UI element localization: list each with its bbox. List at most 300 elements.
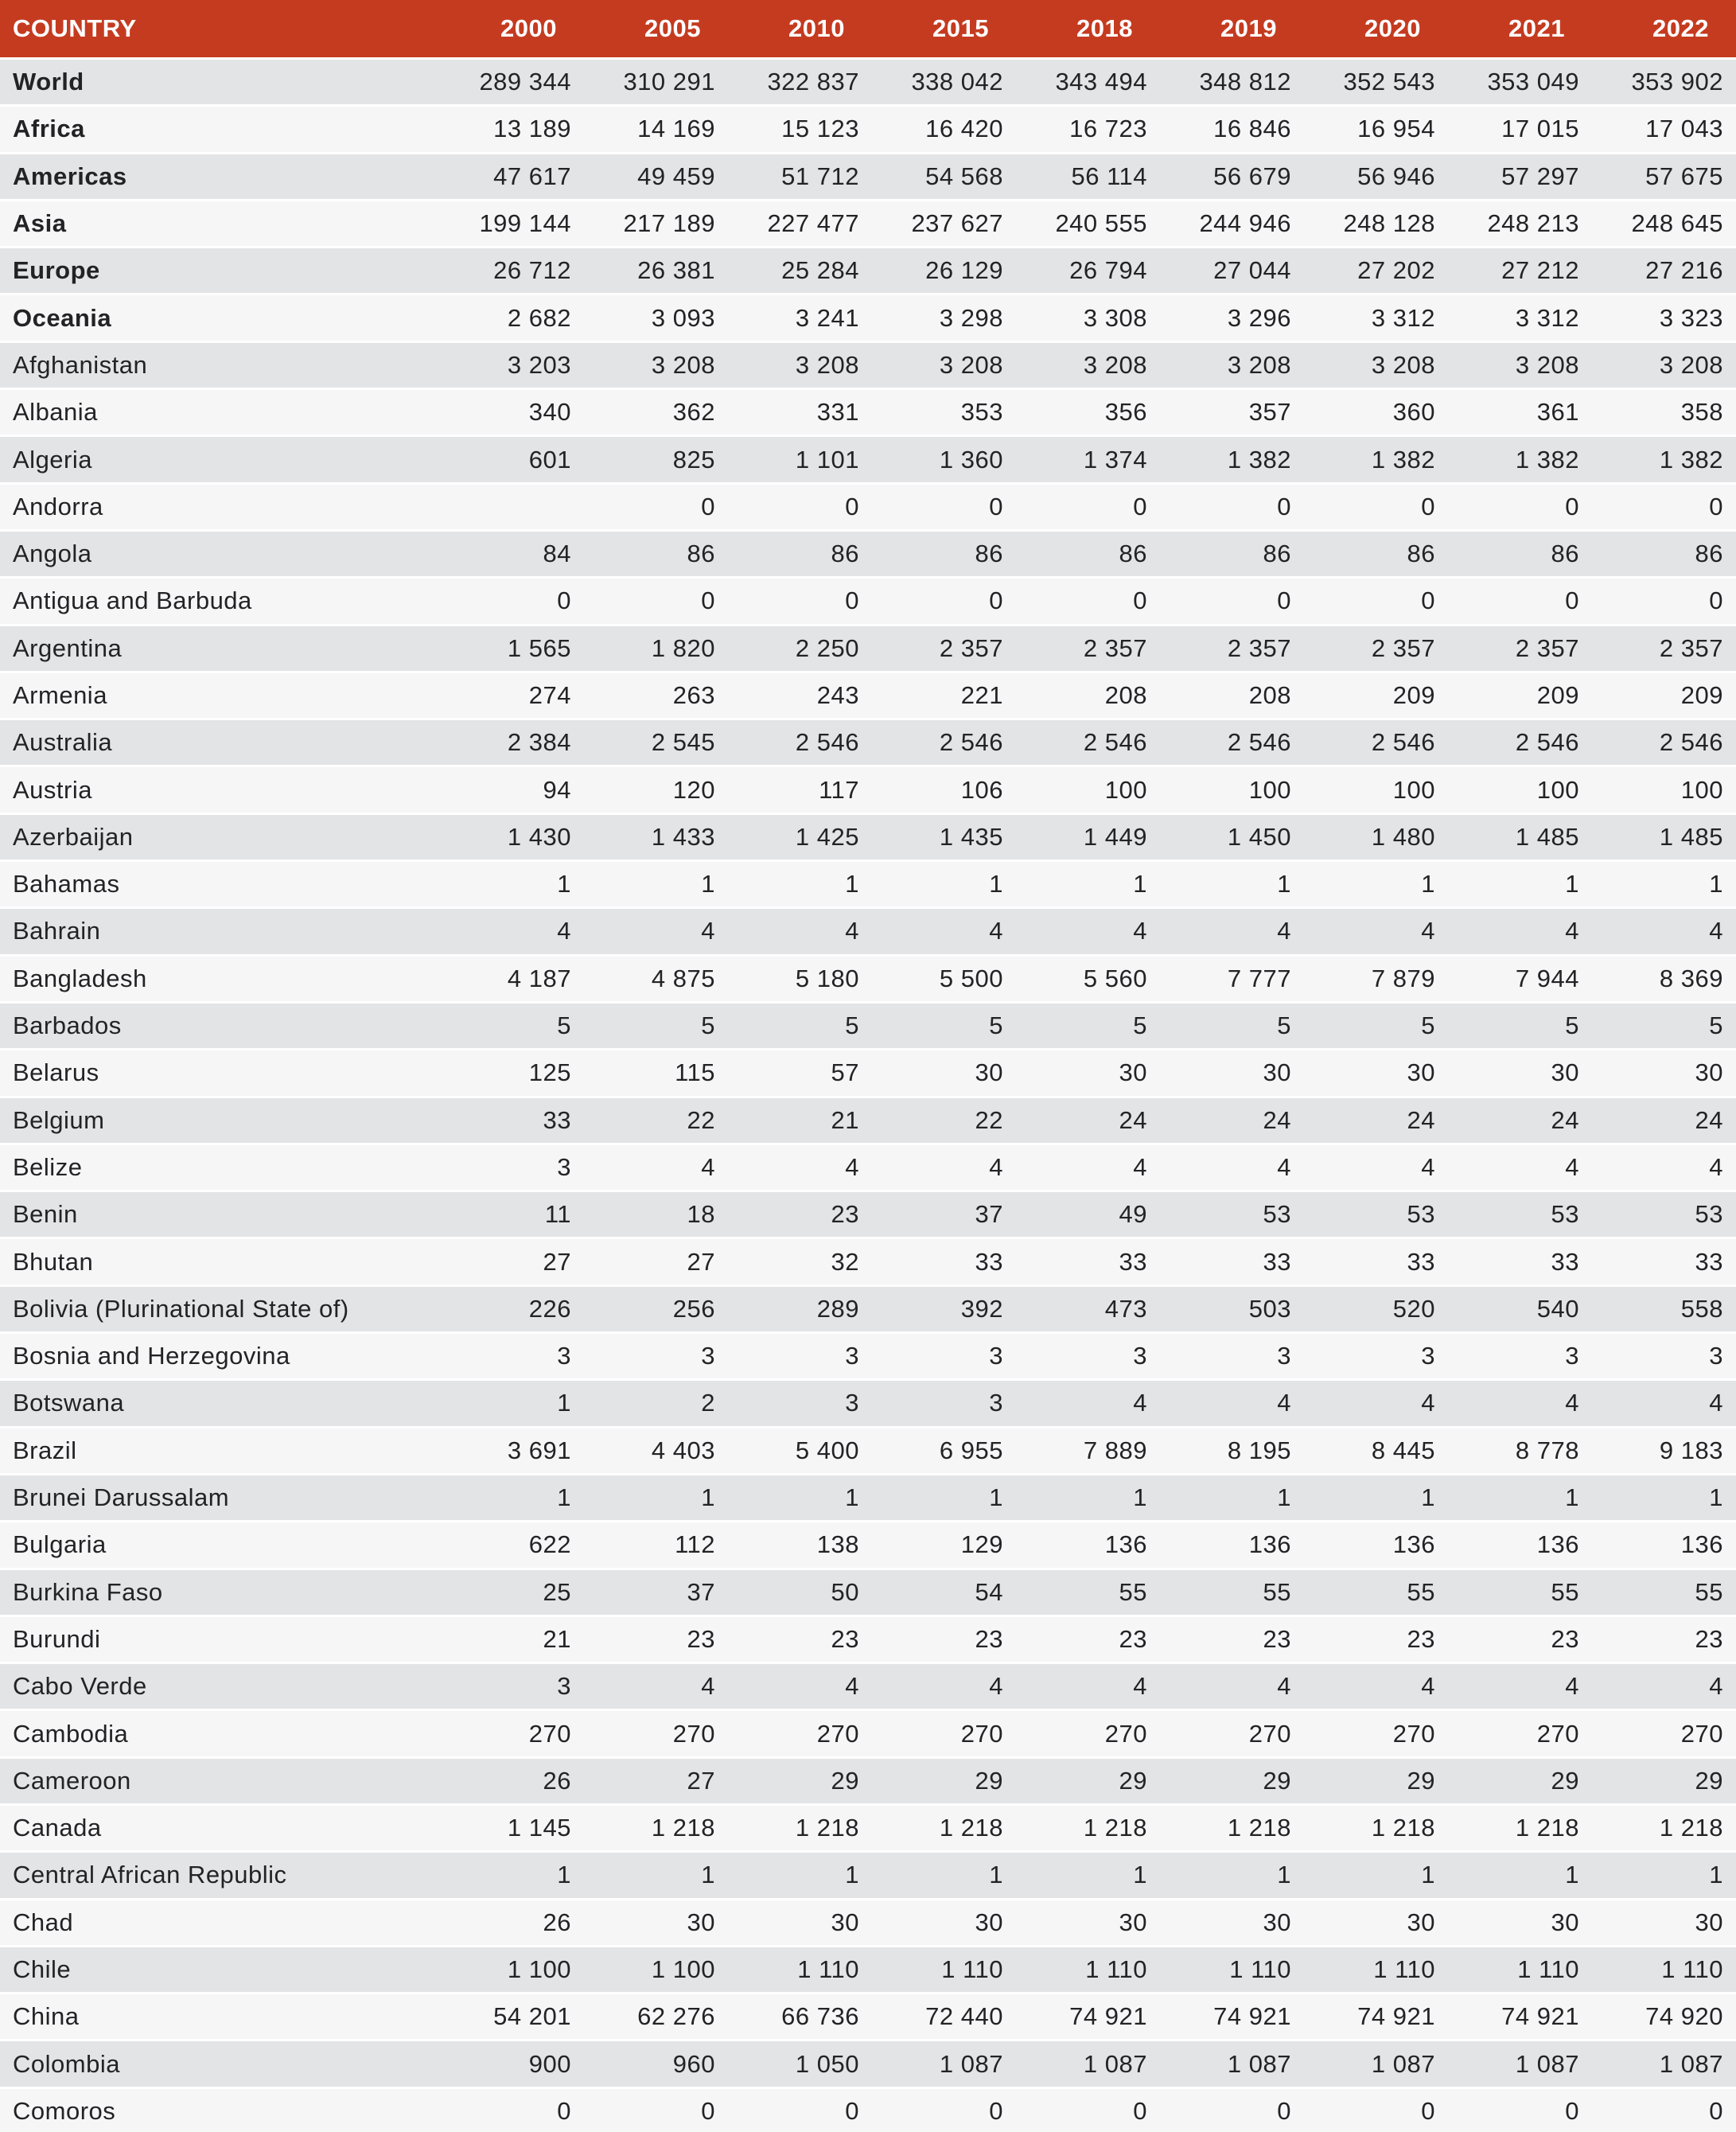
- value-cell: 4: [584, 906, 728, 953]
- header-cell-year: 2005: [584, 0, 728, 57]
- value-cell: 4: [1304, 1378, 1448, 1425]
- value-cell: 270: [728, 1709, 872, 1756]
- value-cell: 1 110: [1592, 1945, 1736, 1992]
- value-cell: 4: [584, 1143, 728, 1190]
- value-cell: 960: [584, 2039, 728, 2086]
- country-cell: Argentina: [0, 624, 440, 671]
- value-cell: 3 208: [1304, 341, 1448, 388]
- value-cell: 1: [1160, 859, 1304, 906]
- value-cell: 1: [728, 1850, 872, 1897]
- value-cell: 74 921: [1160, 1992, 1304, 2039]
- header-cell-year: 2019: [1160, 0, 1304, 57]
- value-cell: 9 183: [1592, 1426, 1736, 1473]
- table-row: [0, 1520, 1736, 1567]
- value-cell: 30: [1592, 1898, 1736, 1945]
- value-cell: 270: [1160, 1709, 1304, 1756]
- value-cell: 37: [584, 1568, 728, 1615]
- value-cell: 270: [872, 1709, 1016, 1756]
- value-cell: 2 546: [1160, 718, 1304, 765]
- value-cell: 0: [872, 2087, 1016, 2132]
- value-cell: 29: [1160, 1756, 1304, 1803]
- value-cell: 23: [1304, 1615, 1448, 1662]
- value-cell: 1: [872, 859, 1016, 906]
- value-cell: 30: [1016, 1898, 1160, 1945]
- country-cell: Africa: [0, 104, 440, 151]
- table-row: [0, 152, 1736, 199]
- country-cell: Bangladesh: [0, 954, 440, 1001]
- value-cell: 33: [872, 1237, 1016, 1284]
- value-cell: 0: [1592, 2087, 1736, 2132]
- country-cell: Angola: [0, 529, 440, 576]
- value-cell: 72 440: [872, 1992, 1016, 2039]
- value-cell: 100: [1448, 765, 1592, 812]
- value-cell: 29: [1448, 1756, 1592, 1803]
- value-cell: 3: [1304, 1331, 1448, 1378]
- value-cell: 227 477: [728, 199, 872, 246]
- country-cell: Bulgaria: [0, 1520, 440, 1567]
- value-cell: 55: [1304, 1568, 1448, 1615]
- value-cell: 270: [1448, 1709, 1592, 1756]
- value-cell: 5: [1304, 1001, 1448, 1048]
- value-cell: 4 875: [584, 954, 728, 1001]
- value-cell: 3 203: [440, 341, 584, 388]
- value-cell: 0: [1016, 482, 1160, 529]
- value-cell: 601: [440, 435, 584, 481]
- table-row: [0, 1850, 1736, 1897]
- value-cell: 25: [440, 1568, 584, 1615]
- value-cell: 1 101: [728, 435, 872, 481]
- country-cell: Austria: [0, 765, 440, 812]
- value-cell: 1: [1592, 1850, 1736, 1897]
- country-cell: Belgium: [0, 1096, 440, 1143]
- value-cell: 2 357: [1448, 624, 1592, 671]
- value-cell: 27 202: [1304, 246, 1448, 293]
- value-cell: 26: [440, 1898, 584, 1945]
- value-cell: 353: [872, 388, 1016, 435]
- value-cell: 54: [872, 1568, 1016, 1615]
- value-cell: 3 208: [872, 341, 1016, 388]
- value-cell: 33: [1592, 1237, 1736, 1284]
- value-cell: 248 645: [1592, 199, 1736, 246]
- value-cell: 0: [584, 482, 728, 529]
- value-cell: 4: [1592, 1143, 1736, 1190]
- table-row: [0, 954, 1736, 1001]
- value-cell: 117: [728, 765, 872, 812]
- value-cell: 362: [584, 388, 728, 435]
- value-cell: 2 546: [872, 718, 1016, 765]
- value-cell: 1 374: [1016, 435, 1160, 481]
- value-cell: 0: [1592, 482, 1736, 529]
- value-cell: 825: [584, 435, 728, 481]
- value-cell: 4: [1016, 1378, 1160, 1425]
- value-cell: 30: [1448, 1898, 1592, 1945]
- country-cell: Asia: [0, 199, 440, 246]
- value-cell: 33: [1304, 1237, 1448, 1284]
- value-cell: 2 546: [728, 718, 872, 765]
- value-cell: 360: [1304, 388, 1448, 435]
- value-cell: 1 425: [728, 813, 872, 859]
- table-row: [0, 1992, 1736, 2039]
- value-cell: 2 546: [1448, 718, 1592, 765]
- value-cell: 1: [1016, 859, 1160, 906]
- value-cell: 50: [728, 1568, 872, 1615]
- value-cell: 55: [1160, 1568, 1304, 1615]
- value-cell: 1 110: [728, 1945, 872, 1992]
- value-cell: 51 712: [728, 152, 872, 199]
- country-cell: Afghanistan: [0, 341, 440, 388]
- value-cell: 4: [872, 906, 1016, 953]
- value-cell: 56 114: [1016, 152, 1160, 199]
- header-cell-year: 2022: [1592, 0, 1736, 57]
- table-row: [0, 104, 1736, 151]
- value-cell: 29: [1304, 1756, 1448, 1803]
- table-row: [0, 1284, 1736, 1331]
- value-cell: 94: [440, 765, 584, 812]
- value-cell: 2 250: [728, 624, 872, 671]
- value-cell: 1 100: [440, 1945, 584, 1992]
- value-cell: 1 480: [1304, 813, 1448, 859]
- value-cell: 86: [1016, 529, 1160, 576]
- value-cell: 33: [440, 1096, 584, 1143]
- value-cell: 66 736: [728, 1992, 872, 2039]
- country-cell: Andorra: [0, 482, 440, 529]
- value-cell: 1: [1448, 1850, 1592, 1897]
- value-cell: 1 382: [1592, 435, 1736, 481]
- table-row: [0, 1945, 1736, 1992]
- table-row: [0, 1143, 1736, 1190]
- country-cell: Oceania: [0, 293, 440, 340]
- value-cell: 1 087: [1448, 2039, 1592, 2086]
- value-cell: 3 296: [1160, 293, 1304, 340]
- value-cell: 15 123: [728, 104, 872, 151]
- value-cell: 32: [728, 1237, 872, 1284]
- table-row: [0, 906, 1736, 953]
- value-cell: 473: [1016, 1284, 1160, 1331]
- header-cell-year: 2018: [1016, 0, 1160, 57]
- value-cell: 86: [1304, 529, 1448, 576]
- value-cell: 0: [1160, 482, 1304, 529]
- value-cell: 129: [872, 1520, 1016, 1567]
- value-cell: 11: [440, 1190, 584, 1237]
- country-cell: Antigua and Barbuda: [0, 576, 440, 623]
- value-cell: 1 382: [1304, 435, 1448, 481]
- value-cell: 237 627: [872, 199, 1016, 246]
- value-cell: 21: [728, 1096, 872, 1143]
- table-row: [0, 1190, 1736, 1237]
- table-row: [0, 1378, 1736, 1425]
- table-row: [0, 435, 1736, 481]
- value-cell: 357: [1160, 388, 1304, 435]
- value-cell: 136: [1448, 1520, 1592, 1567]
- value-cell: 1: [440, 859, 584, 906]
- value-cell: 5: [1016, 1001, 1160, 1048]
- value-cell: 356: [1016, 388, 1160, 435]
- value-cell: 331: [728, 388, 872, 435]
- value-cell: 2 384: [440, 718, 584, 765]
- value-cell: 3 208: [584, 341, 728, 388]
- value-cell: 340: [440, 388, 584, 435]
- value-cell: 8 778: [1448, 1426, 1592, 1473]
- value-cell: 16 954: [1304, 104, 1448, 151]
- value-cell: 1: [1304, 1473, 1448, 1520]
- value-cell: 289 344: [440, 57, 584, 104]
- value-cell: 4: [440, 906, 584, 953]
- value-cell: 1 820: [584, 624, 728, 671]
- value-cell: 4: [1592, 1378, 1736, 1425]
- value-cell: 358: [1592, 388, 1736, 435]
- value-cell: 1 218: [584, 1803, 728, 1850]
- value-cell: 2 357: [872, 624, 1016, 671]
- value-cell: 221: [872, 671, 1016, 718]
- value-cell: 26 712: [440, 246, 584, 293]
- value-cell: 244 946: [1160, 199, 1304, 246]
- value-cell: 26 381: [584, 246, 728, 293]
- value-cell: 4: [584, 1662, 728, 1709]
- value-cell: 5 500: [872, 954, 1016, 1001]
- value-cell: 3: [440, 1331, 584, 1378]
- value-cell: 106: [872, 765, 1016, 812]
- value-cell: 1: [584, 1850, 728, 1897]
- value-cell: 3: [440, 1662, 584, 1709]
- value-cell: 53: [1592, 1190, 1736, 1237]
- value-cell: 86: [1160, 529, 1304, 576]
- country-cell: Central African Republic: [0, 1850, 440, 1897]
- country-cell: Algeria: [0, 435, 440, 481]
- value-cell: 0: [1304, 2087, 1448, 2132]
- table-row: [0, 529, 1736, 576]
- value-cell: 540: [1448, 1284, 1592, 1331]
- country-cell: Armenia: [0, 671, 440, 718]
- value-cell: 4: [1448, 1662, 1592, 1709]
- table-row: [0, 1473, 1736, 1520]
- value-cell: 5: [1592, 1001, 1736, 1048]
- value-cell: 1 450: [1160, 813, 1304, 859]
- header-cell-year: 2021: [1448, 0, 1592, 57]
- header-cell-country: COUNTRY: [0, 0, 440, 57]
- value-cell: 270: [1304, 1709, 1448, 1756]
- value-cell: 125: [440, 1048, 584, 1095]
- value-cell: 4: [872, 1143, 1016, 1190]
- value-cell: 100: [1160, 765, 1304, 812]
- value-cell: 30: [1592, 1048, 1736, 1095]
- value-cell: 1: [440, 1378, 584, 1425]
- value-cell: 352 543: [1304, 57, 1448, 104]
- value-cell: 4 403: [584, 1426, 728, 1473]
- value-cell: 1 360: [872, 435, 1016, 481]
- value-cell: [440, 482, 584, 529]
- value-cell: 2: [584, 1378, 728, 1425]
- value-cell: 16 846: [1160, 104, 1304, 151]
- value-cell: 4: [1160, 1662, 1304, 1709]
- value-cell: 27: [440, 1237, 584, 1284]
- country-cell: Europe: [0, 246, 440, 293]
- value-cell: 3: [1448, 1331, 1592, 1378]
- value-cell: 2 546: [1304, 718, 1448, 765]
- table-row: [0, 765, 1736, 812]
- value-cell: 21: [440, 1615, 584, 1662]
- value-cell: 7 889: [1016, 1426, 1160, 1473]
- value-cell: 1 565: [440, 624, 584, 671]
- table-row: [0, 2039, 1736, 2086]
- value-cell: 55: [1592, 1568, 1736, 1615]
- table-row: [0, 482, 1736, 529]
- value-cell: 0: [728, 2087, 872, 2132]
- table-row: [0, 576, 1736, 623]
- country-cell: Burundi: [0, 1615, 440, 1662]
- value-cell: 4: [1160, 1378, 1304, 1425]
- table-row: [0, 718, 1736, 765]
- value-cell: 4: [1304, 1143, 1448, 1190]
- value-cell: 270: [1592, 1709, 1736, 1756]
- value-cell: 24: [1304, 1096, 1448, 1143]
- value-cell: 37: [872, 1190, 1016, 1237]
- value-cell: 57 675: [1592, 152, 1736, 199]
- table-row: [0, 388, 1736, 435]
- country-cell: Cabo Verde: [0, 1662, 440, 1709]
- value-cell: 27 212: [1448, 246, 1592, 293]
- table-row: [0, 671, 1736, 718]
- value-cell: 270: [584, 1709, 728, 1756]
- value-cell: 54 201: [440, 1992, 584, 2039]
- value-cell: 47 617: [440, 152, 584, 199]
- value-cell: 4: [1016, 906, 1160, 953]
- value-cell: 0: [1448, 576, 1592, 623]
- value-cell: 24: [1160, 1096, 1304, 1143]
- value-cell: 256: [584, 1284, 728, 1331]
- value-cell: 0: [728, 576, 872, 623]
- value-cell: 4: [728, 1662, 872, 1709]
- value-cell: 30: [1160, 1048, 1304, 1095]
- value-cell: 29: [872, 1756, 1016, 1803]
- value-cell: 3: [728, 1378, 872, 1425]
- value-cell: 1 218: [728, 1803, 872, 1850]
- value-cell: 27: [584, 1756, 728, 1803]
- value-cell: 23: [584, 1615, 728, 1662]
- value-cell: 2 546: [1016, 718, 1160, 765]
- value-cell: 1 449: [1016, 813, 1160, 859]
- value-cell: 26: [440, 1756, 584, 1803]
- value-cell: 240 555: [1016, 199, 1160, 246]
- country-cell: Cambodia: [0, 1709, 440, 1756]
- table-row: [0, 2087, 1736, 2132]
- value-cell: 86: [872, 529, 1016, 576]
- value-cell: 0: [1160, 2087, 1304, 2132]
- value-cell: 248 128: [1304, 199, 1448, 246]
- value-cell: 1: [1448, 859, 1592, 906]
- value-cell: 2 682: [440, 293, 584, 340]
- value-cell: 270: [1016, 1709, 1160, 1756]
- value-cell: 8 195: [1160, 1426, 1304, 1473]
- value-cell: 100: [1304, 765, 1448, 812]
- value-cell: 0: [1016, 2087, 1160, 2132]
- table-row: [0, 624, 1736, 671]
- value-cell: 74 921: [1016, 1992, 1160, 2039]
- value-cell: 5 400: [728, 1426, 872, 1473]
- value-cell: 86: [728, 529, 872, 576]
- value-cell: 289: [728, 1284, 872, 1331]
- value-cell: 26 129: [872, 246, 1016, 293]
- value-cell: 54 568: [872, 152, 1016, 199]
- table-row: [0, 1331, 1736, 1378]
- value-cell: 353 902: [1592, 57, 1736, 104]
- value-cell: 4 187: [440, 954, 584, 1001]
- value-cell: 1 218: [1448, 1803, 1592, 1850]
- value-cell: 138: [728, 1520, 872, 1567]
- country-cell: Canada: [0, 1803, 440, 1850]
- value-cell: 208: [1016, 671, 1160, 718]
- value-cell: 217 189: [584, 199, 728, 246]
- value-cell: 2 546: [1592, 718, 1736, 765]
- value-cell: 23: [728, 1190, 872, 1237]
- country-cell: Cameroon: [0, 1756, 440, 1803]
- value-cell: 49: [1016, 1190, 1160, 1237]
- value-cell: 24: [1592, 1096, 1736, 1143]
- country-cell: Americas: [0, 152, 440, 199]
- table-row: [0, 1803, 1736, 1850]
- value-cell: 136: [1016, 1520, 1160, 1567]
- value-cell: 57 297: [1448, 152, 1592, 199]
- value-cell: 27 044: [1160, 246, 1304, 293]
- value-cell: 3 208: [728, 341, 872, 388]
- value-cell: 0: [872, 576, 1016, 623]
- value-cell: 1 100: [584, 1945, 728, 1992]
- country-cell: Brazil: [0, 1426, 440, 1473]
- table-row: [0, 1001, 1736, 1048]
- value-cell: 4: [1016, 1143, 1160, 1190]
- value-cell: 5: [1160, 1001, 1304, 1048]
- value-cell: 1 050: [728, 2039, 872, 2086]
- value-cell: 3 208: [1160, 341, 1304, 388]
- value-cell: 33: [1448, 1237, 1592, 1284]
- value-cell: 3: [1160, 1331, 1304, 1378]
- value-cell: 22: [584, 1096, 728, 1143]
- value-cell: 3: [584, 1331, 728, 1378]
- country-cell: World: [0, 57, 440, 104]
- value-cell: 5: [872, 1001, 1016, 1048]
- value-cell: 1 435: [872, 813, 1016, 859]
- country-cell: Chile: [0, 1945, 440, 1992]
- value-cell: 4: [1160, 1143, 1304, 1190]
- value-cell: 3: [1592, 1331, 1736, 1378]
- value-cell: 4: [1448, 906, 1592, 953]
- value-cell: 86: [1448, 529, 1592, 576]
- value-cell: 348 812: [1160, 57, 1304, 104]
- country-cell: China: [0, 1992, 440, 2039]
- value-cell: 115: [584, 1048, 728, 1095]
- value-cell: 3 093: [584, 293, 728, 340]
- country-cell: Barbados: [0, 1001, 440, 1048]
- value-cell: 1 087: [1016, 2039, 1160, 2086]
- value-cell: 4: [728, 906, 872, 953]
- value-cell: 100: [1592, 765, 1736, 812]
- value-cell: 2 545: [584, 718, 728, 765]
- table-row: [0, 1237, 1736, 1284]
- value-cell: 49 459: [584, 152, 728, 199]
- value-cell: 57: [728, 1048, 872, 1095]
- value-cell: 1 087: [872, 2039, 1016, 2086]
- value-cell: 3: [440, 1143, 584, 1190]
- value-cell: 74 921: [1448, 1992, 1592, 2039]
- value-cell: 1 145: [440, 1803, 584, 1850]
- value-cell: 622: [440, 1520, 584, 1567]
- value-cell: 4: [1016, 1662, 1160, 1709]
- value-cell: 17 043: [1592, 104, 1736, 151]
- value-cell: 1: [1592, 1473, 1736, 1520]
- value-cell: 1 087: [1592, 2039, 1736, 2086]
- value-cell: 1: [440, 1473, 584, 1520]
- value-cell: 270: [440, 1709, 584, 1756]
- value-cell: 6 955: [872, 1426, 1016, 1473]
